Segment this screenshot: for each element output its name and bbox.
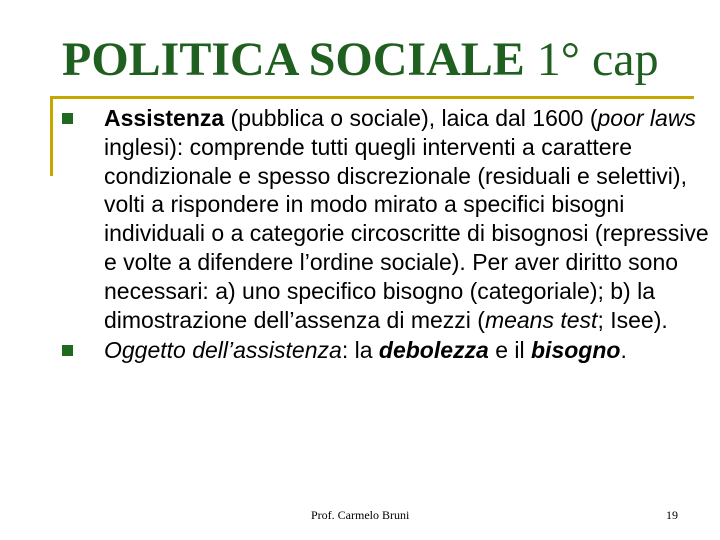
slide-body <box>62 104 712 365</box>
bullet-text-run: debolezza <box>378 337 489 364</box>
bullet-item-oggetto <box>62 336 712 365</box>
left-accent-line <box>50 96 53 176</box>
bullet-text <box>104 337 627 363</box>
bullet-text-run: Oggetto dell’assistenza <box>104 337 342 364</box>
bullet-text-run: . <box>620 337 627 364</box>
bullet-text-run: ; Isee). <box>597 306 668 333</box>
bullet-text-run: (pubblica o sociale), laica dal 1600 ( <box>224 105 598 131</box>
page-number: 19 <box>666 508 678 522</box>
footer-author: Prof. Carmelo Bruni <box>311 508 410 522</box>
slide-title <box>62 30 659 90</box>
slide-title-rest: 1° cap <box>524 33 659 86</box>
square-bullet-icon <box>62 345 73 356</box>
bullet-item-assistenza <box>62 104 712 334</box>
title-underline <box>50 96 694 99</box>
bullet-text <box>104 105 709 333</box>
bullet-text-run: inglesi): comprende tutti quegli interventi a carattere condizionale e spesso discrezionale (residuali e selettivi), volti a rispondere in modo mirato a specifici bisogni individuali o a categorie circoscritte di bisognosi (repressive e volte a difendere l’ordine sociale). Per aver diritto sono necessari: a) uno specifico bisogno (categoriale); b) la dimostrazione dell’assenza di mezzi ( <box>104 133 709 333</box>
bullet-text-run: Assistenza <box>104 105 225 131</box>
bullet-text-run: means test <box>484 306 598 333</box>
bullet-text-run: e il <box>488 337 531 364</box>
bullet-text-run: poor laws <box>597 105 696 131</box>
bullet-text-run: bisogno <box>531 337 621 364</box>
bullet-text-run: : la <box>341 337 379 364</box>
slide-title-main: POLITICA SOCIALE <box>62 33 525 86</box>
square-bullet-icon <box>62 113 73 124</box>
